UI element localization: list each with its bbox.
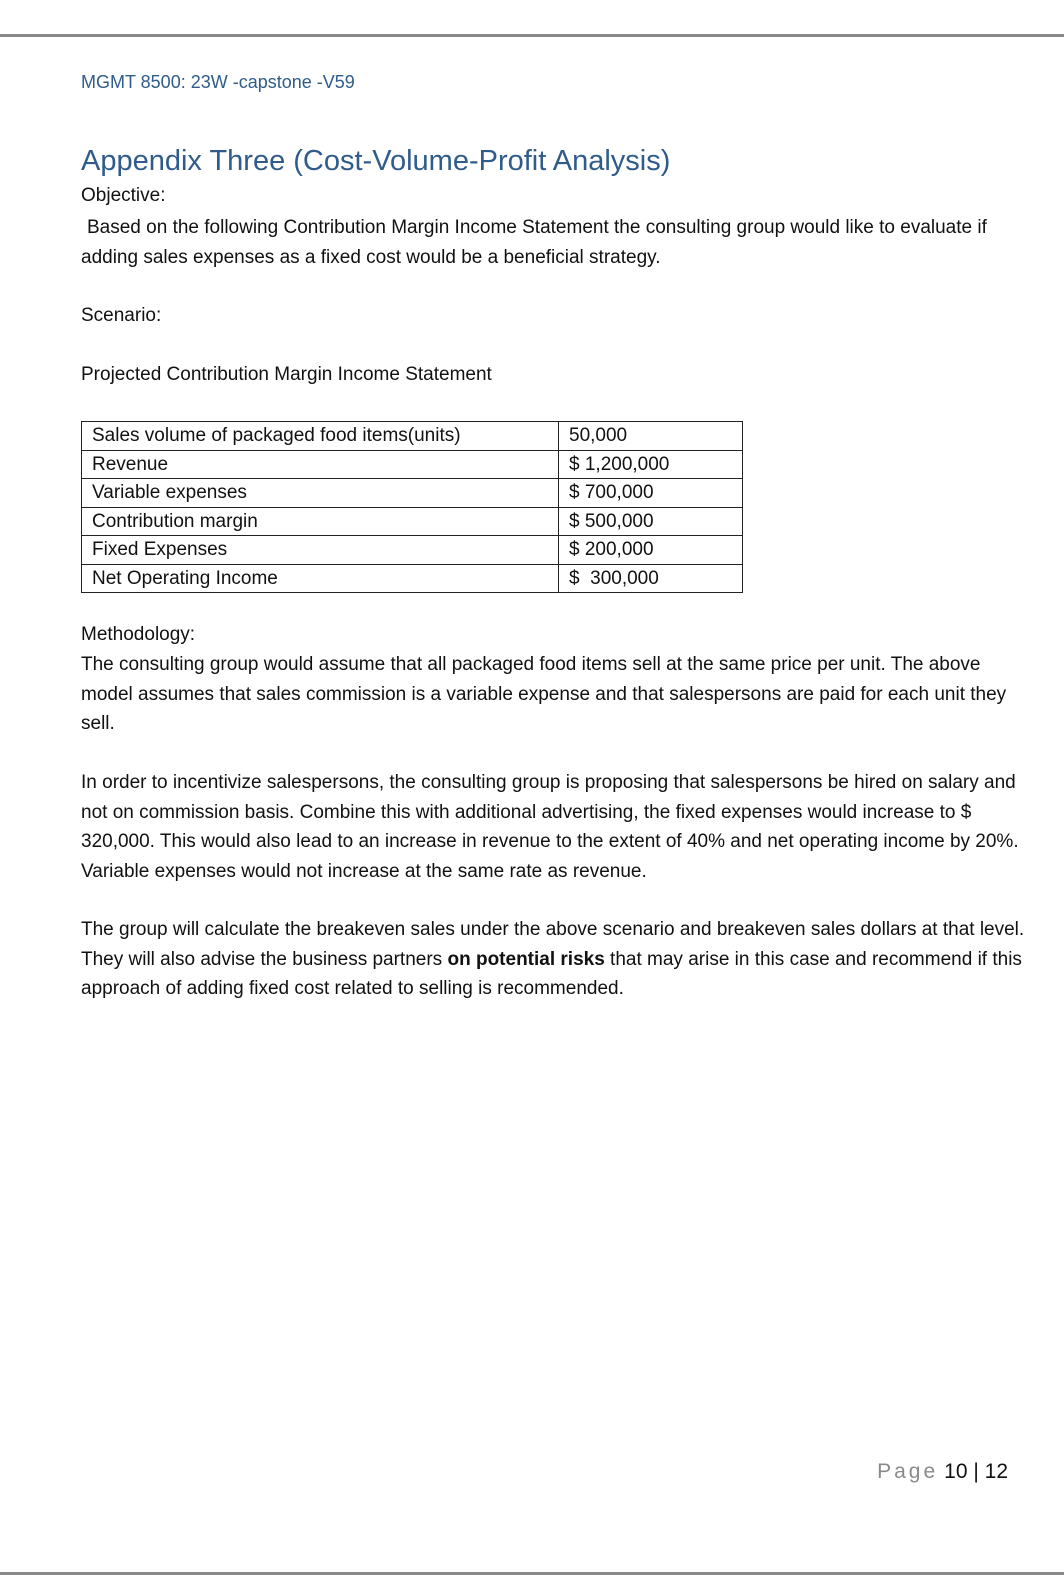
header-course: MGMT 8500: 23W -capstone -V59 xyxy=(81,72,355,92)
objective-text: Based on the following Contribution Margin Income Statement the consulting group would like to evaluate if adding sales expenses as a fixed cost would be a beneficial strategy. xyxy=(81,217,987,268)
table-row xyxy=(82,564,743,593)
statement-title: Projected Contribution Margin Income Statement xyxy=(81,364,492,385)
row-label: Sales volume of packaged food items(units) xyxy=(82,422,559,451)
row-value: $ 700,000 xyxy=(559,479,743,508)
objective-label: Objective: xyxy=(81,185,166,206)
row-label: Variable expenses xyxy=(82,479,559,508)
row-value: $ 1,200,000 xyxy=(559,450,743,479)
row-value: $ 500,000 xyxy=(559,507,743,536)
row-label: Fixed Expenses xyxy=(82,536,559,565)
bottom-rule xyxy=(0,1572,1064,1575)
row-value: $ 200,000 xyxy=(559,536,743,565)
table-row xyxy=(82,536,743,565)
scenario-label: Scenario: xyxy=(81,305,162,326)
page-title: Appendix Three (Cost-Volume-Profit Analysis) xyxy=(81,145,671,177)
methodology-text: The consulting group would assume that all packaged food items sell at the same price per unit. The above model assumes that sales commission is a variable expense and that salespersons are paid for each unit they sell. xyxy=(81,654,1007,734)
group-text-end: that may arise in this case and recommend if this approach of adding fixed cost related to selling is recommended. xyxy=(81,948,1022,999)
top-rule xyxy=(0,34,1064,37)
page-word: Page xyxy=(877,1460,939,1483)
row-label: Revenue xyxy=(82,450,559,479)
group-text xyxy=(81,915,1031,1004)
table-row xyxy=(82,479,743,508)
row-label: Contribution margin xyxy=(82,507,559,536)
page-footer xyxy=(877,1460,1008,1484)
table-row xyxy=(82,507,743,536)
row-value: 50,000 xyxy=(559,422,743,451)
methodology-label: Methodology: xyxy=(81,624,196,645)
group-text-bold: on potential risks xyxy=(447,948,605,970)
incentive-text: In order to incentivize salespersons, the consulting group is proposing that salespersons be hired on salary and not on commission basis. Combine this with additional advertising, the fixed expenses would increase to $ 320,000. This would also lead to an increase in revenue to the extent of 40% and net operating income by 20%. Variable expenses would not increase at the same rate as revenue. xyxy=(81,772,1019,882)
page-number: 10 | 12 xyxy=(944,1460,1008,1483)
table-row xyxy=(82,422,743,451)
table-row xyxy=(82,450,743,479)
row-label: Net Operating Income xyxy=(82,564,559,593)
income-statement-table xyxy=(81,421,743,593)
group-text-start: The group will calculate the breakeven sales under the above scenario and breakeven sales dollars at that level. They will also advise the business partners xyxy=(81,919,1025,970)
row-value: $ 300,000 xyxy=(559,564,743,593)
